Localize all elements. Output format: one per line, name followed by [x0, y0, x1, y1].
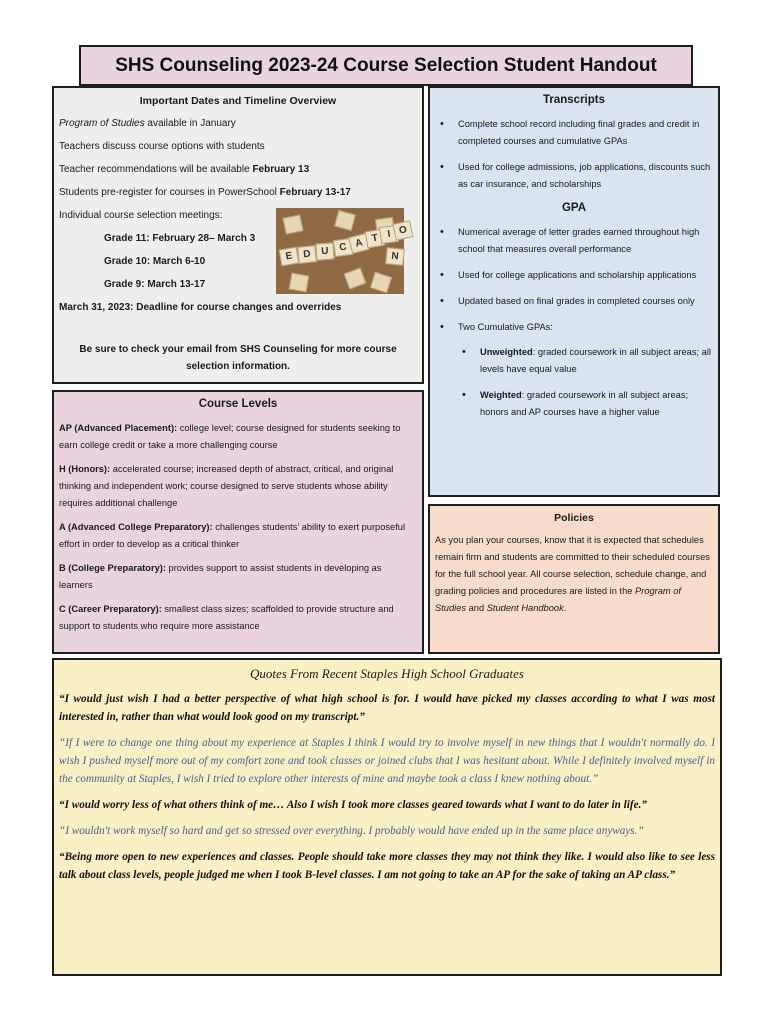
transcripts-list: [434, 116, 714, 193]
level-a-text: challenges students’ ability to exert purposeful effort in order to develop as a critical thinker: [59, 522, 406, 549]
gpa-heading: GPA: [561, 202, 587, 214]
letter-tile: T: [365, 229, 386, 249]
grade-9-dates: Grade 9: March 13-17: [104, 279, 206, 290]
list-item: • Used for college applications and scholarship applications: [458, 267, 714, 284]
level-h-text: accelerated course; increased depth of abstract, critical, and original thinking and independent work; course designed to serve students whose ability requires additional challenge: [59, 464, 394, 508]
policies-heading: Policies: [554, 512, 594, 524]
page-title: [79, 45, 693, 86]
two-gpas-text: Two Cumulative GPAs:: [458, 322, 553, 332]
graduate-quotes-panel: [52, 658, 722, 976]
education-tiles-image: [276, 208, 408, 294]
dates-line-4-text: Students pre-register for courses in PowerSchool: [59, 187, 280, 198]
letter-tile: I: [379, 225, 399, 244]
level-b-text: provides support to assist students in developing as learners: [59, 563, 382, 590]
quote-2: “If I were to change one thing about my experience at Staples I think I would try to involve myself in new things that I wouldn't normally do. I wish I pushed myself more out of my comfort zone and took classes or joined clubs that I was hesitant about. While I definitely involved myself in the community at Staples, I wish I tried to explore other interests of mine and maybe took a class I knew nothing about.”: [59, 737, 715, 785]
image-tile: [289, 273, 310, 293]
list-item: • Complete school record including final grades and credit in completed courses and cumulative GPAs: [458, 116, 714, 150]
unweighted-text: : graded coursework in all subject areas; all levels have equal value: [480, 347, 711, 374]
weighted-item: [480, 387, 714, 421]
levels-heading: Course Levels: [198, 398, 278, 410]
quote-4: “I wouldn't work myself so hard and get so stressed over everything. I probably would have ended up in the same place anyways.”: [59, 825, 644, 837]
gpa-list: [434, 224, 714, 421]
list-item: • Numerical average of letter grades earned throughout high school that measures overall performance: [458, 224, 714, 258]
dates-line-3: [59, 163, 417, 177]
dates-line-3-date: February 13: [252, 164, 310, 175]
level-a-label: A (Advanced College Preparatory):: [59, 522, 213, 532]
letter-tile: O: [392, 220, 413, 240]
weighted-label: Weighted: [480, 390, 522, 400]
level-ap-text: college level; course designed for students seeking to earn college credit or take a more challenging course: [59, 423, 401, 450]
level-b: [59, 560, 417, 594]
image-tile: [370, 272, 392, 294]
transcripts-heading: Transcripts: [543, 94, 605, 106]
level-ap: [59, 420, 417, 454]
level-c-text: smallest class sizes; scaffolded to provide structure and support to students who require more assistance: [59, 604, 394, 631]
dates-line-4-date: February 13-17: [279, 187, 351, 198]
letter-tile: C: [333, 238, 353, 257]
policies-body: As you plan your courses, know that it is expected that schedules remain firm and students are committed to their scheduled courses for the full school year. All course selection, schedule change, and grading policies and procedures are listed in the: [435, 535, 710, 596]
quote-3: “I would worry less of what others think of me… Also I wish I took more classes geared towards what I want to do later in life.”: [59, 799, 647, 811]
email-note: Be sure to check your email from SHS Counseling for more course selection information.: [79, 344, 397, 372]
level-c-label: C (Career Preparatory):: [59, 604, 162, 614]
image-tile: [282, 214, 303, 234]
student-handbook-ref: Student Handbook: [486, 603, 564, 613]
level-h: [59, 461, 417, 512]
level-h-label: H (Honors):: [59, 464, 111, 474]
quote-5: “Being more open to new experiences and classes. People should take more classes they may not think they like. I would also like to see less talk about class levels, people judged me when I took B-level classes. I am not going to take an AP for the sake of taking an AP class.”: [59, 851, 715, 881]
level-a: [59, 519, 417, 553]
list-item: • Updated based on final grades in completed courses only: [458, 293, 714, 310]
level-c: [59, 601, 417, 635]
policies-panel: [428, 504, 720, 654]
deadline-line: March 31, 2023: Deadline for course changes and overrides: [59, 302, 342, 313]
letter-tile: U: [315, 242, 334, 260]
unweighted-item: [480, 344, 714, 378]
gpa-types-list: [458, 344, 714, 421]
level-ap-label: AP (Advanced Placement):: [59, 423, 178, 433]
grade-11-dates: Grade 11: February 28– March 3: [104, 233, 256, 244]
quotes-heading: Quotes From Recent Staples High School Graduates: [250, 666, 524, 681]
program-of-studies-ref: Program of Studies: [435, 586, 682, 613]
policies-and: and: [466, 603, 487, 613]
list-item: [458, 319, 714, 421]
course-levels-panel: [52, 390, 424, 654]
image-tile: [344, 267, 367, 289]
letter-tile: E: [279, 247, 300, 267]
letter-tile: N: [385, 247, 405, 266]
dates-line-2: Teachers discuss course options with students: [59, 141, 265, 152]
weighted-text: : graded coursework in all subject areas; honors and AP courses have a higher value: [480, 390, 689, 417]
letter-tile: A: [348, 233, 370, 254]
grade-10-dates: Grade 10: March 6-10: [104, 256, 206, 267]
quote-1: “I would just wish I had a better perspective of what high school is for. I would have picked my classes according to what I was most interested in, rather than what would look good on my transcript.”: [59, 693, 715, 723]
policies-end: .: [563, 603, 567, 613]
dates-heading: Important Dates and Timeline Overview: [139, 95, 337, 107]
list-item: • Used for college admissions, job applications, discounts such as car insurance, and scholarships: [458, 159, 714, 193]
dates-line-3-text: Teacher recommendations will be available: [59, 164, 253, 175]
dates-line-1-rest: available in January: [144, 118, 236, 129]
dates-line-5: Individual course selection meetings:: [59, 210, 223, 221]
transcripts-gpa-panel: [428, 86, 720, 497]
level-b-label: B (College Preparatory):: [59, 563, 166, 573]
image-tile: [334, 210, 356, 231]
dates-line-4: [59, 186, 417, 200]
dates-line-1: [59, 117, 417, 131]
important-dates-panel: [52, 86, 424, 384]
program-of-studies-text: Program of Studies: [59, 118, 145, 129]
unweighted-label: Unweighted: [480, 347, 533, 357]
letter-tile: D: [297, 245, 317, 264]
policies-text: [435, 532, 713, 617]
title-text: SHS Counseling 2023-24 Course Selection Student Handout: [115, 55, 657, 76]
